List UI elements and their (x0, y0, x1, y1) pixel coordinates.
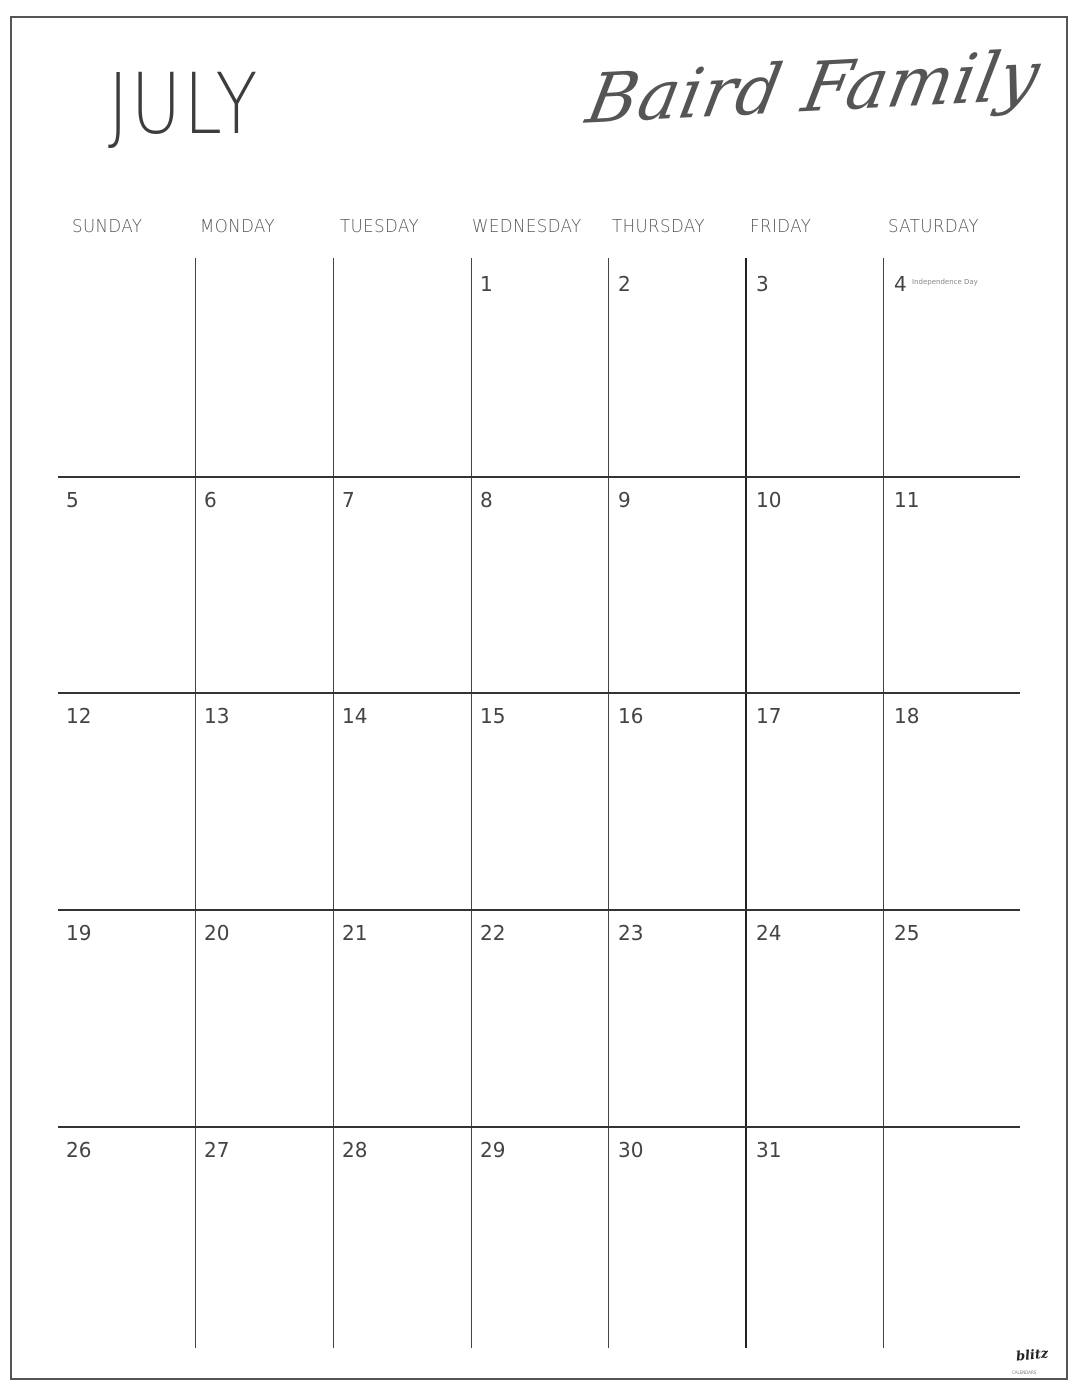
day-number: 9 (618, 488, 631, 512)
grid-hline (58, 476, 1020, 478)
day-number: 12 (66, 704, 92, 728)
weekday-friday: FRIDAY (750, 216, 812, 237)
day-number: 10 (756, 488, 782, 512)
day-number: 14 (342, 704, 368, 728)
day-number: 6 (204, 488, 217, 512)
day-number: 1 (480, 272, 493, 296)
day-number: 29 (480, 1138, 506, 1162)
day-number: 21 (342, 921, 368, 945)
day-number: 7 (342, 488, 355, 512)
grid-hline (58, 1126, 1020, 1128)
day-number: 30 (618, 1138, 644, 1162)
day-number: 24 (756, 921, 782, 945)
blitz-logo: blitz (1015, 1346, 1050, 1365)
calendar-grid (58, 258, 1020, 1348)
day-number: 2 (618, 272, 631, 296)
day-number: 17 (756, 704, 782, 728)
blitz-logo-sub: CALENDARS (1012, 1370, 1037, 1375)
day-number: 5 (66, 488, 79, 512)
grid-vline (333, 258, 334, 1348)
grid-vline (195, 258, 196, 1348)
weekday-wednesday: WEDNESDAY (472, 216, 582, 237)
day-number: 16 (618, 704, 644, 728)
day-number: 20 (204, 921, 230, 945)
day-number: 4 (894, 272, 907, 296)
grid-vline (608, 258, 609, 1348)
day-number: 13 (204, 704, 230, 728)
grid-hline (58, 909, 1020, 911)
grid-vline (471, 258, 472, 1348)
family-name: Baird Family (580, 36, 1047, 140)
day-number: 27 (204, 1138, 230, 1162)
month-title: JULY (108, 55, 260, 153)
day-number: 3 (756, 272, 769, 296)
grid-vline (883, 258, 884, 1348)
weekday-saturday: SATURDAY (888, 216, 979, 237)
day-number: 28 (342, 1138, 368, 1162)
day-number: 18 (894, 704, 920, 728)
day-number: 15 (480, 704, 506, 728)
day-number: 8 (480, 488, 493, 512)
grid-vline (745, 258, 747, 1348)
day-number: 11 (894, 488, 920, 512)
day-number: 23 (618, 921, 644, 945)
day-number: 22 (480, 921, 506, 945)
day-number: 25 (894, 921, 920, 945)
weekday-sunday: SUNDAY (72, 216, 143, 237)
weekday-header-row (58, 216, 1022, 242)
day-number: 26 (66, 1138, 92, 1162)
grid-hline (58, 692, 1020, 694)
weekday-monday: MONDAY (200, 216, 276, 237)
day-number: 19 (66, 921, 92, 945)
holiday-note: Independence Day (912, 278, 978, 286)
day-number: 31 (756, 1138, 782, 1162)
weekday-tuesday: TUESDAY (340, 216, 420, 237)
weekday-thursday: THURSDAY (612, 216, 706, 237)
